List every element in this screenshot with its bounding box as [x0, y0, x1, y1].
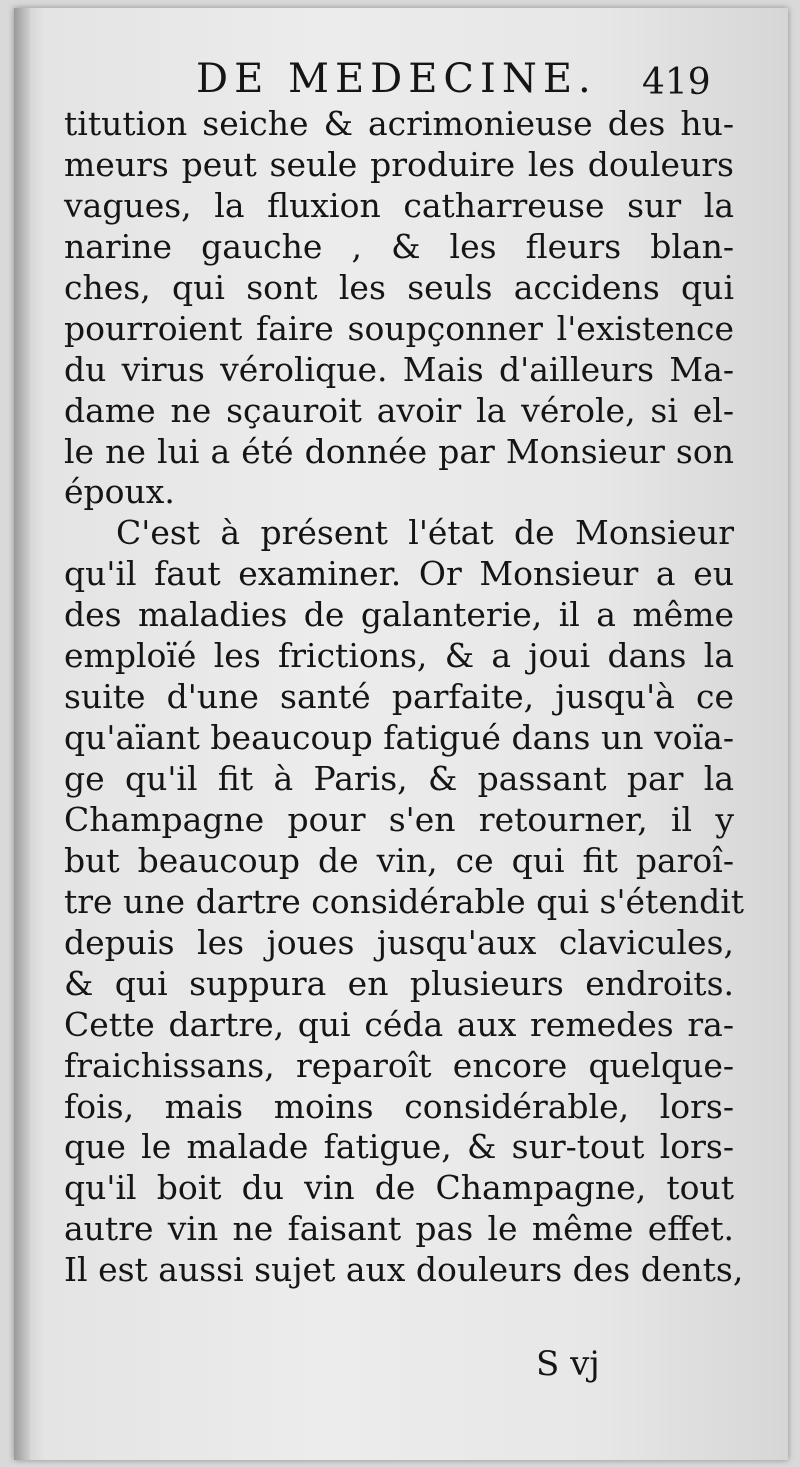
text-line: du virus vérolique. Mais d'ailleurs Ma-	[64, 349, 734, 389]
text-line: meurs peut seule produire les douleurs	[64, 144, 734, 184]
paragraph-start-line: C'est à présent l'état de Monsieur	[116, 513, 734, 553]
text-line: qu'il faut examiner. Or Monsieur a eu	[64, 554, 734, 594]
page-header	[14, 56, 788, 106]
text-line: ches, qui sont les seuls accidens qui	[64, 267, 734, 307]
text-line: & qui suppura en plusieurs endroits.	[64, 963, 734, 1003]
text-line: qu'il boit du vin de Champagne, tout	[64, 1168, 734, 1208]
text-line: suite d'une santé parfaite, jusqu'à ce	[64, 677, 734, 717]
page-gutter-shadow	[14, 8, 30, 1460]
text-line: que le malade fatigue, & sur-tout lors-	[64, 1127, 734, 1167]
text-line: Il est aussi sujet aux douleurs des dents,	[64, 1250, 744, 1290]
body-text	[64, 104, 745, 1291]
text-line: pourroient faire soupçonner l'existence	[64, 308, 734, 348]
page-number: 419	[642, 62, 711, 103]
text-line: époux.	[64, 472, 175, 512]
text-line: tre une dartre considérable qui s'étendit	[64, 881, 745, 921]
text-line: narine gauche , & les fleurs blan-	[64, 226, 734, 266]
book-page	[14, 8, 788, 1460]
text-line: dame ne sçauroit avoir la vérole, si el-	[64, 390, 734, 430]
text-line: qu'aïant beaucoup fatigué dans un voïa-	[64, 718, 734, 758]
text-line: fois, mais moins considérable, lors-	[64, 1086, 734, 1126]
text-line: le ne lui a été donnée par Monsieur son	[64, 431, 734, 471]
text-line: ge qu'il fit à Paris, & passant par la	[64, 759, 734, 798]
signature-mark: S vj	[536, 1344, 600, 1384]
text-line: vagues, la fluxion catharreuse sur la	[64, 185, 734, 225]
text-line: Champagne pour s'en retourner, il y	[64, 799, 734, 839]
text-line: fraichissans, reparoît encore quelque-	[64, 1045, 734, 1085]
text-line: titution seiche & acrimonieuse des hu-	[64, 104, 734, 143]
running-head: DE MEDECINE.	[196, 56, 597, 102]
text-line: autre vin ne faisant pas le même effet.	[64, 1209, 734, 1249]
text-line: depuis les joues jusqu'aux clavicules,	[64, 922, 734, 962]
text-line: emploïé les frictions, & a joui dans la	[64, 636, 734, 676]
text-line: des maladies de galanterie, il a même	[64, 595, 734, 635]
text-line: Cette dartre, qui céda aux remedes ra-	[64, 1004, 734, 1044]
text-line: but beaucoup de vin, ce qui fit paroî-	[64, 840, 734, 880]
